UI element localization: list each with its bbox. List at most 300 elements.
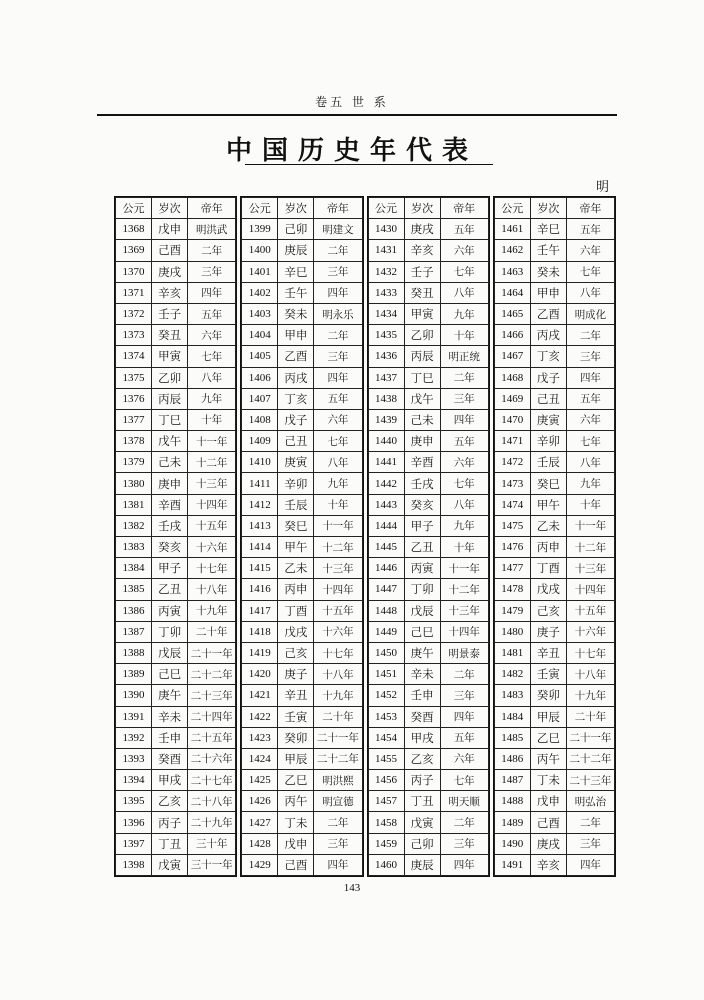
year-cell: 1398 [116, 854, 152, 875]
reign-cell: 八年 [188, 367, 236, 388]
reign-cell: 十六年 [566, 621, 614, 642]
table-row [494, 325, 614, 346]
table-row [368, 388, 488, 409]
ganzhi-cell: 庚寅 [278, 452, 314, 473]
ganzhi-cell: 丙寅 [404, 558, 440, 579]
reign-cell: 九年 [314, 473, 362, 494]
year-cell: 1491 [494, 854, 530, 875]
ganzhi-cell: 己未 [404, 409, 440, 430]
year-cell: 1381 [116, 494, 152, 515]
reign-cell: 十四年 [566, 579, 614, 600]
ganzhi-cell: 己亥 [278, 642, 314, 663]
header-ganzhi: 岁次 [530, 198, 566, 219]
table-row [242, 452, 362, 473]
ganzhi-cell: 乙丑 [152, 579, 188, 600]
year-cell: 1397 [116, 833, 152, 854]
table-row [242, 409, 362, 430]
ganzhi-cell: 戊申 [152, 219, 188, 240]
table-row [116, 642, 236, 663]
reign-cell: 十九年 [188, 600, 236, 621]
ganzhi-cell: 癸丑 [404, 282, 440, 303]
reign-cell: 二十年 [188, 621, 236, 642]
chronology-table [241, 197, 362, 876]
header-reign: 帝年 [440, 198, 488, 219]
ganzhi-cell: 丁未 [530, 770, 566, 791]
reign-cell: 二年 [314, 812, 362, 833]
year-cell: 1469 [494, 388, 530, 409]
reign-cell: 三年 [314, 261, 362, 282]
table-row [368, 303, 488, 324]
ganzhi-cell: 甲子 [152, 558, 188, 579]
ganzhi-cell: 己丑 [530, 388, 566, 409]
year-cell: 1391 [116, 706, 152, 727]
year-cell: 1457 [368, 791, 404, 812]
year-cell: 1396 [116, 812, 152, 833]
ganzhi-cell: 乙巳 [530, 727, 566, 748]
reign-cell: 五年 [566, 219, 614, 240]
ganzhi-cell: 己未 [152, 452, 188, 473]
reign-cell: 十年 [440, 537, 488, 558]
ganzhi-cell: 戊申 [278, 833, 314, 854]
table-row [116, 621, 236, 642]
reign-cell: 十三年 [188, 473, 236, 494]
year-cell: 1448 [368, 600, 404, 621]
year-cell: 1468 [494, 367, 530, 388]
year-cell: 1384 [116, 558, 152, 579]
ganzhi-cell: 庚申 [152, 473, 188, 494]
table-row [368, 833, 488, 854]
table-row [116, 219, 236, 240]
table-row [368, 473, 488, 494]
ganzhi-cell: 癸卯 [278, 727, 314, 748]
reign-cell: 十三年 [440, 600, 488, 621]
table-row [368, 854, 488, 875]
table-row [242, 770, 362, 791]
table-row [494, 748, 614, 769]
table-row [494, 219, 614, 240]
reign-cell: 十二年 [566, 537, 614, 558]
year-cell: 1490 [494, 833, 530, 854]
reign-cell: 二十一年 [188, 642, 236, 663]
table-row [494, 685, 614, 706]
reign-cell: 十六年 [188, 537, 236, 558]
header-ganzhi: 岁次 [152, 198, 188, 219]
reign-cell: 二十二年 [188, 664, 236, 685]
ganzhi-cell: 癸亥 [404, 494, 440, 515]
ganzhi-cell: 丙申 [278, 579, 314, 600]
year-cell: 1429 [242, 854, 278, 875]
ganzhi-cell: 己丑 [278, 431, 314, 452]
ganzhi-cell: 庚辰 [278, 240, 314, 261]
reign-cell: 二十七年 [188, 770, 236, 791]
reign-cell: 十年 [188, 409, 236, 430]
year-cell: 1393 [116, 748, 152, 769]
ganzhi-cell: 辛亥 [404, 240, 440, 261]
table-row [242, 367, 362, 388]
year-cell: 1441 [368, 452, 404, 473]
ganzhi-cell: 壬辰 [530, 452, 566, 473]
table-row [368, 621, 488, 642]
year-cell: 1475 [494, 515, 530, 536]
ganzhi-cell: 戊辰 [152, 642, 188, 663]
ganzhi-cell: 乙酉 [530, 303, 566, 324]
reign-cell: 明建文 [314, 219, 362, 240]
year-cell: 1470 [494, 409, 530, 430]
reign-cell: 六年 [314, 409, 362, 430]
ganzhi-cell: 己亥 [530, 600, 566, 621]
ganzhi-cell: 甲辰 [530, 706, 566, 727]
ganzhi-cell: 庚午 [152, 685, 188, 706]
reign-cell: 三年 [566, 346, 614, 367]
ganzhi-cell: 己巳 [152, 664, 188, 685]
year-cell: 1413 [242, 515, 278, 536]
ganzhi-cell: 癸亥 [152, 537, 188, 558]
table-row [116, 452, 236, 473]
ganzhi-cell: 己酉 [530, 812, 566, 833]
table-row [368, 494, 488, 515]
table-row [242, 579, 362, 600]
reign-cell: 八年 [440, 282, 488, 303]
reign-cell: 九年 [440, 303, 488, 324]
ganzhi-cell: 戊寅 [152, 854, 188, 875]
header-reign: 帝年 [188, 198, 236, 219]
year-cell: 1435 [368, 325, 404, 346]
year-cell: 1372 [116, 303, 152, 324]
table-row [116, 770, 236, 791]
ganzhi-cell: 辛卯 [530, 431, 566, 452]
year-cell: 1482 [494, 664, 530, 685]
year-cell: 1374 [116, 346, 152, 367]
table-header-row [494, 198, 614, 219]
table-row [116, 791, 236, 812]
ganzhi-cell: 辛未 [404, 664, 440, 685]
year-cell: 1388 [116, 642, 152, 663]
ganzhi-cell: 庚寅 [530, 409, 566, 430]
ganzhi-cell: 辛巳 [530, 219, 566, 240]
year-cell: 1452 [368, 685, 404, 706]
year-cell: 1479 [494, 600, 530, 621]
reign-cell: 十五年 [314, 600, 362, 621]
year-cell: 1373 [116, 325, 152, 346]
table-row [242, 621, 362, 642]
table-row [368, 558, 488, 579]
reign-cell: 二十八年 [188, 791, 236, 812]
ganzhi-cell: 己卯 [278, 219, 314, 240]
reign-cell: 九年 [440, 515, 488, 536]
reign-cell: 十八年 [314, 664, 362, 685]
table-row [494, 812, 614, 833]
year-cell: 1436 [368, 346, 404, 367]
reign-cell: 七年 [188, 346, 236, 367]
year-cell: 1464 [494, 282, 530, 303]
year-cell: 1483 [494, 685, 530, 706]
year-cell: 1487 [494, 770, 530, 791]
year-cell: 1406 [242, 367, 278, 388]
table-row [116, 303, 236, 324]
table-row [368, 346, 488, 367]
year-cell: 1423 [242, 727, 278, 748]
table-row [494, 727, 614, 748]
table-row [116, 854, 236, 875]
reign-cell: 二十五年 [188, 727, 236, 748]
table-row [242, 515, 362, 536]
year-cell: 1394 [116, 770, 152, 791]
header-year: 公元 [368, 198, 404, 219]
ganzhi-cell: 丙戌 [530, 325, 566, 346]
table-row [494, 833, 614, 854]
ganzhi-cell: 戊子 [530, 367, 566, 388]
ganzhi-cell: 壬戌 [404, 473, 440, 494]
ganzhi-cell: 庚子 [530, 621, 566, 642]
ganzhi-cell: 庚戌 [530, 833, 566, 854]
year-cell: 1428 [242, 833, 278, 854]
ganzhi-cell: 辛未 [152, 706, 188, 727]
table-row [494, 558, 614, 579]
year-cell: 1485 [494, 727, 530, 748]
ganzhi-cell: 辛亥 [152, 282, 188, 303]
table-row [494, 791, 614, 812]
table-row [368, 240, 488, 261]
reign-cell: 二十三年 [566, 770, 614, 791]
year-cell: 1387 [116, 621, 152, 642]
ganzhi-cell: 丁酉 [278, 600, 314, 621]
reign-cell: 明景泰 [440, 642, 488, 663]
table-row [368, 537, 488, 558]
year-cell: 1444 [368, 515, 404, 536]
year-cell: 1480 [494, 621, 530, 642]
reign-cell: 二年 [566, 325, 614, 346]
ganzhi-cell: 壬午 [278, 282, 314, 303]
ganzhi-cell: 戊申 [530, 791, 566, 812]
table-row [494, 664, 614, 685]
reign-cell: 六年 [566, 240, 614, 261]
year-cell: 1382 [116, 515, 152, 536]
header-reign: 帝年 [566, 198, 614, 219]
table-row [368, 706, 488, 727]
reign-cell: 十四年 [188, 494, 236, 515]
table-row [242, 833, 362, 854]
year-cell: 1446 [368, 558, 404, 579]
ganzhi-cell: 丁亥 [278, 388, 314, 409]
reign-cell: 五年 [566, 388, 614, 409]
year-cell: 1484 [494, 706, 530, 727]
ganzhi-cell: 庚申 [404, 431, 440, 452]
ganzhi-cell: 庚午 [404, 642, 440, 663]
reign-cell: 五年 [440, 431, 488, 452]
year-cell: 1383 [116, 537, 152, 558]
reign-cell: 十一年 [440, 558, 488, 579]
table-row [368, 791, 488, 812]
ganzhi-cell: 壬子 [152, 303, 188, 324]
reign-cell: 八年 [566, 452, 614, 473]
reign-cell: 六年 [440, 748, 488, 769]
reign-cell: 八年 [566, 282, 614, 303]
reign-cell: 十七年 [566, 642, 614, 663]
year-cell: 1375 [116, 367, 152, 388]
reign-cell: 十九年 [314, 685, 362, 706]
year-cell: 1422 [242, 706, 278, 727]
table-row [242, 537, 362, 558]
table-row [494, 600, 614, 621]
year-cell: 1454 [368, 727, 404, 748]
ganzhi-cell: 乙卯 [404, 325, 440, 346]
table-row [494, 452, 614, 473]
ganzhi-cell: 乙未 [278, 558, 314, 579]
table-row [116, 282, 236, 303]
table-row [368, 579, 488, 600]
table-row [494, 261, 614, 282]
table-header-row [242, 198, 362, 219]
table-row [494, 431, 614, 452]
reign-cell: 十年 [566, 494, 614, 515]
table-block [367, 196, 490, 877]
reign-cell: 十一年 [566, 515, 614, 536]
reign-cell: 二十二年 [314, 748, 362, 769]
table-row [242, 303, 362, 324]
table-row [494, 537, 614, 558]
reign-cell: 四年 [566, 854, 614, 875]
year-cell: 1376 [116, 388, 152, 409]
ganzhi-cell: 壬辰 [278, 494, 314, 515]
table-row [494, 473, 614, 494]
reign-cell: 二年 [314, 240, 362, 261]
chronology-table [115, 197, 236, 876]
table-row [368, 664, 488, 685]
year-cell: 1461 [494, 219, 530, 240]
year-cell: 1386 [116, 600, 152, 621]
year-cell: 1439 [368, 409, 404, 430]
year-cell: 1453 [368, 706, 404, 727]
table-row [242, 282, 362, 303]
year-cell: 1385 [116, 579, 152, 600]
ganzhi-cell: 癸巳 [278, 515, 314, 536]
year-cell: 1418 [242, 621, 278, 642]
ganzhi-cell: 庚戌 [152, 261, 188, 282]
ganzhi-cell: 辛丑 [530, 642, 566, 663]
year-cell: 1473 [494, 473, 530, 494]
table-row [494, 282, 614, 303]
header-ganzhi: 岁次 [404, 198, 440, 219]
ganzhi-cell: 壬子 [404, 261, 440, 282]
ganzhi-cell: 丁酉 [530, 558, 566, 579]
reign-cell: 二十九年 [188, 812, 236, 833]
ganzhi-cell: 乙卯 [152, 367, 188, 388]
year-cell: 1417 [242, 600, 278, 621]
ganzhi-cell: 庚戌 [404, 219, 440, 240]
reign-cell: 十九年 [566, 685, 614, 706]
ganzhi-cell: 丙子 [404, 770, 440, 791]
dynasty-label: 明 [596, 180, 610, 195]
table-row [116, 431, 236, 452]
year-cell: 1402 [242, 282, 278, 303]
ganzhi-cell: 甲午 [530, 494, 566, 515]
header-year: 公元 [494, 198, 530, 219]
year-cell: 1377 [116, 409, 152, 430]
table-row [116, 664, 236, 685]
table-row [242, 473, 362, 494]
year-cell: 1440 [368, 431, 404, 452]
year-cell: 1407 [242, 388, 278, 409]
ganzhi-cell: 丁卯 [152, 621, 188, 642]
ganzhi-cell: 甲辰 [278, 748, 314, 769]
reign-cell: 十三年 [566, 558, 614, 579]
table-row [242, 325, 362, 346]
table-block [240, 196, 363, 877]
ganzhi-cell: 壬午 [530, 240, 566, 261]
reign-cell: 二年 [188, 240, 236, 261]
table-row [116, 515, 236, 536]
ganzhi-cell: 己巳 [404, 621, 440, 642]
reign-cell: 七年 [440, 261, 488, 282]
table-row [116, 558, 236, 579]
table-row [368, 219, 488, 240]
year-cell: 1371 [116, 282, 152, 303]
ganzhi-cell: 辛卯 [278, 473, 314, 494]
ganzhi-cell: 癸未 [278, 303, 314, 324]
table-row [242, 261, 362, 282]
year-cell: 1419 [242, 642, 278, 663]
table-row [116, 261, 236, 282]
year-cell: 1434 [368, 303, 404, 324]
table-row [368, 727, 488, 748]
year-cell: 1471 [494, 431, 530, 452]
ganzhi-cell: 甲戌 [404, 727, 440, 748]
reign-cell: 七年 [314, 431, 362, 452]
table-row [116, 240, 236, 261]
reign-cell: 四年 [566, 367, 614, 388]
table-row [242, 219, 362, 240]
table-row [116, 409, 236, 430]
reign-cell: 六年 [188, 325, 236, 346]
reign-cell: 十二年 [440, 579, 488, 600]
reign-cell: 十一年 [188, 431, 236, 452]
table-row [368, 748, 488, 769]
table-row [116, 325, 236, 346]
ganzhi-cell: 丁卯 [404, 579, 440, 600]
table-row [242, 854, 362, 875]
reign-cell: 四年 [440, 706, 488, 727]
table-row [116, 748, 236, 769]
year-cell: 1488 [494, 791, 530, 812]
ganzhi-cell: 丙辰 [152, 388, 188, 409]
reign-cell: 十一年 [314, 515, 362, 536]
ganzhi-cell: 癸巳 [530, 473, 566, 494]
table-row [494, 303, 614, 324]
reign-cell: 二十年 [566, 706, 614, 727]
header-rule [97, 114, 617, 116]
reign-cell: 十四年 [440, 621, 488, 642]
year-cell: 1412 [242, 494, 278, 515]
reign-cell: 明正统 [440, 346, 488, 367]
year-cell: 1399 [242, 219, 278, 240]
ganzhi-cell: 丁未 [278, 812, 314, 833]
table-block [493, 196, 616, 877]
reign-cell: 三年 [440, 833, 488, 854]
reign-cell: 二十年 [314, 706, 362, 727]
reign-cell: 十六年 [314, 621, 362, 642]
reign-cell: 明洪武 [188, 219, 236, 240]
ganzhi-cell: 丁巳 [404, 367, 440, 388]
year-cell: 1456 [368, 770, 404, 791]
year-cell: 1424 [242, 748, 278, 769]
year-cell: 1389 [116, 664, 152, 685]
reign-cell: 三年 [440, 685, 488, 706]
table-row [116, 833, 236, 854]
reign-cell: 三十一年 [188, 854, 236, 875]
ganzhi-cell: 丁巳 [152, 409, 188, 430]
year-cell: 1410 [242, 452, 278, 473]
table-row [368, 812, 488, 833]
